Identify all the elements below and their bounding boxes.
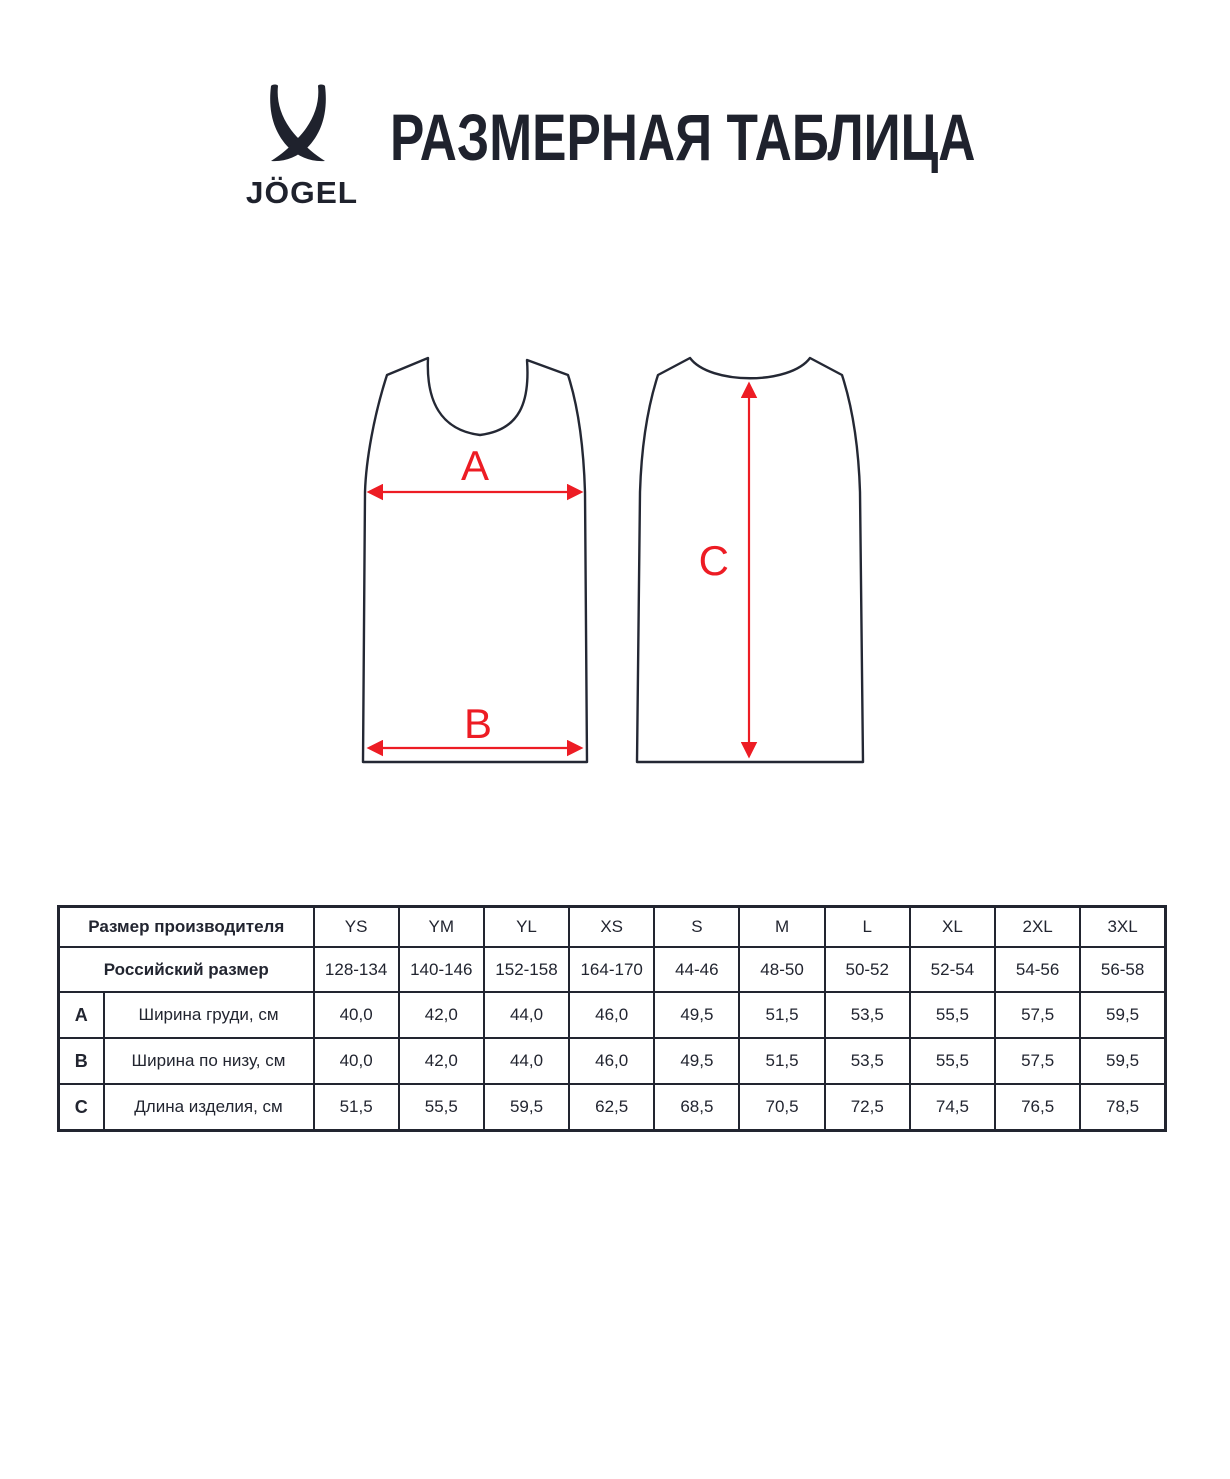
measure-value-cell: 40,0 <box>314 992 399 1038</box>
bottom-width-label: B <box>463 700 493 747</box>
measure-letter: A <box>59 992 104 1038</box>
size-table <box>57 905 1167 1132</box>
measure-value-cell: 40,0 <box>314 1038 399 1084</box>
measure-row-b <box>59 1038 1166 1084</box>
russian-size-cell: 140-146 <box>399 947 484 992</box>
russian-size-cell: 54-56 <box>995 947 1080 992</box>
measure-row-a <box>59 992 1166 1038</box>
size-header-cell: 2XL <box>995 907 1080 948</box>
manufacturer-size-row <box>59 907 1166 948</box>
measure-value-cell: 42,0 <box>399 1038 484 1084</box>
measure-value-cell: 53,5 <box>825 992 910 1038</box>
size-header-cell: XS <box>569 907 654 948</box>
measure-value-cell: 51,5 <box>739 1038 824 1084</box>
jogel-logo-icon <box>270 84 334 170</box>
russian-size-cell: 164-170 <box>569 947 654 992</box>
measure-value-cell: 46,0 <box>569 992 654 1038</box>
russian-size-row-label: Российский размер <box>59 947 314 992</box>
brand-name: JÖGEL <box>245 175 359 210</box>
measure-value-cell: 76,5 <box>995 1084 1080 1131</box>
russian-size-cell: 56-58 <box>1080 947 1165 992</box>
measure-value-cell: 62,5 <box>569 1084 654 1131</box>
size-header-cell: XL <box>910 907 995 948</box>
measure-value-cell: 57,5 <box>995 992 1080 1038</box>
measure-value-cell: 74,5 <box>910 1084 995 1131</box>
measure-value-cell: 55,5 <box>399 1084 484 1131</box>
measure-value-cell: 68,5 <box>654 1084 739 1131</box>
measure-value-cell: 42,0 <box>399 992 484 1038</box>
measure-value-cell: 59,5 <box>1080 1038 1165 1084</box>
measure-value-cell: 59,5 <box>1080 992 1165 1038</box>
measure-value-cell: 44,0 <box>484 1038 569 1084</box>
measure-value-cell: 70,5 <box>739 1084 824 1131</box>
measure-value-cell: 57,5 <box>995 1038 1080 1084</box>
measure-value-cell: 49,5 <box>654 992 739 1038</box>
measure-row-c <box>59 1084 1166 1131</box>
manufacturer-size-row-label: Размер производителя <box>59 907 314 948</box>
measure-value-cell: 59,5 <box>484 1084 569 1131</box>
length-label: C <box>698 537 729 584</box>
size-header-cell: YM <box>399 907 484 948</box>
chest-width-label: A <box>460 442 490 489</box>
size-header-cell: YL <box>484 907 569 948</box>
size-header-cell: S <box>654 907 739 948</box>
russian-size-cell: 128-134 <box>314 947 399 992</box>
russian-size-cell: 44-46 <box>654 947 739 992</box>
measure-value-cell: 44,0 <box>484 992 569 1038</box>
size-header-cell: 3XL <box>1080 907 1165 948</box>
measure-letter: B <box>59 1038 104 1084</box>
measure-value-cell: 72,5 <box>825 1084 910 1131</box>
measure-label: Ширина груди, см <box>104 992 314 1038</box>
measure-label: Ширина по низу, см <box>104 1038 314 1084</box>
size-header-cell: M <box>739 907 824 948</box>
size-header-cell: YS <box>314 907 399 948</box>
measure-letter: C <box>59 1084 104 1131</box>
russian-size-cell: 50-52 <box>825 947 910 992</box>
measure-value-cell: 51,5 <box>739 992 824 1038</box>
russian-size-cell: 52-54 <box>910 947 995 992</box>
measurement-diagram <box>300 330 940 830</box>
russian-size-row <box>59 947 1166 992</box>
measure-value-cell: 53,5 <box>825 1038 910 1084</box>
page-title: РАЗМЕРНАЯ ТАБЛИЦА <box>390 100 976 174</box>
size-header-cell: L <box>825 907 910 948</box>
measure-label: Длина изделия, см <box>104 1084 314 1131</box>
measure-value-cell: 51,5 <box>314 1084 399 1131</box>
russian-size-cell: 48-50 <box>739 947 824 992</box>
measure-value-cell: 78,5 <box>1080 1084 1165 1131</box>
brand-logo <box>243 84 361 211</box>
measure-value-cell: 49,5 <box>654 1038 739 1084</box>
measure-value-cell: 55,5 <box>910 992 995 1038</box>
russian-size-cell: 152-158 <box>484 947 569 992</box>
measure-value-cell: 46,0 <box>569 1038 654 1084</box>
measure-value-cell: 55,5 <box>910 1038 995 1084</box>
